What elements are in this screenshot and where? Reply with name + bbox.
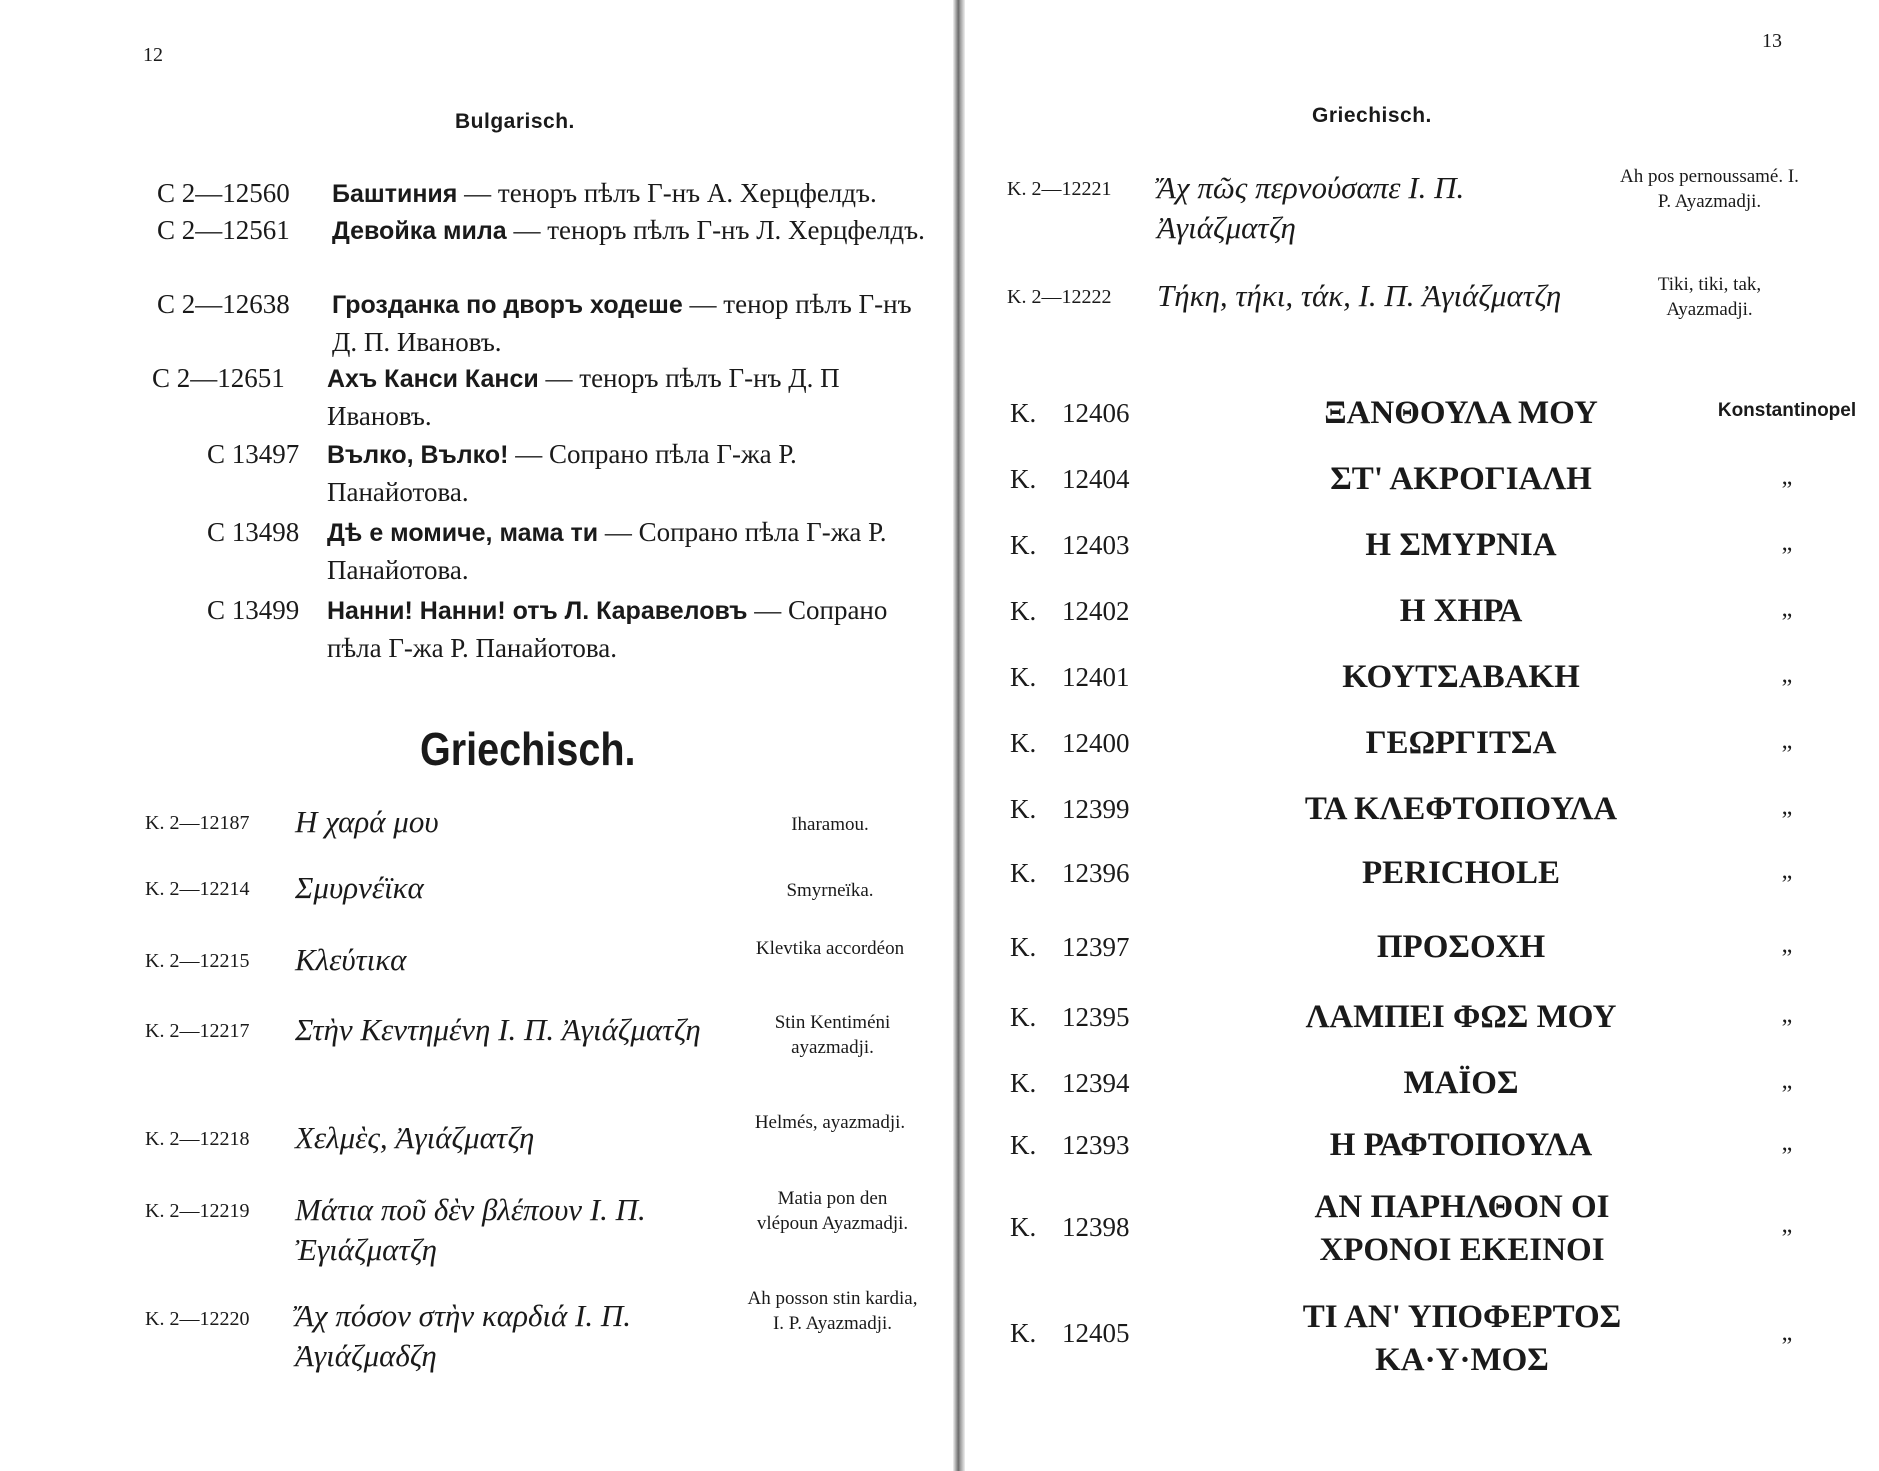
catalog-number: 12398 — [1062, 1212, 1130, 1242]
transliteration: Tiki, tiki, tak, Ayazmadji. — [1657, 274, 1762, 320]
catalog-number: C 13498 — [207, 517, 300, 547]
page-number: 13 — [1762, 30, 1782, 52]
list-item — [1007, 164, 1867, 244]
list-item — [962, 1062, 1879, 1107]
song-title: Η ΣΜΥΡΝΙΑ — [1365, 527, 1557, 563]
list-item — [145, 936, 935, 996]
list-item — [207, 592, 937, 668]
song-title: ΑΝ ΠΑΡΗΛΘΟΝ ΟΙ ΧΡΟΝΟΙ ΕΚΕΙΝΟΙ — [1314, 1189, 1610, 1268]
catalog-number: C 2—12651 — [152, 363, 285, 393]
list-item — [157, 286, 937, 360]
song-title: ΠΡΟΣΟΧΗ — [1376, 929, 1546, 965]
catalog-number: 12395 — [1062, 1002, 1130, 1032]
performer-text: — тенор пѣлъ Г-нъ Д. П. Ивановъ. — [332, 289, 912, 357]
catalog-number: C 13497 — [207, 439, 300, 469]
list-item — [962, 722, 1879, 767]
list-item — [145, 1010, 935, 1090]
catalog-number: 12400 — [1062, 728, 1130, 758]
transliteration: Ah pos pernoussamé. I. P. Ayazmadji. — [1620, 166, 1799, 212]
right-page — [962, 0, 1879, 1471]
ditto-mark: „ — [1781, 858, 1793, 884]
song-title: Η ΡΑΦΤΟΠΟΥΛΑ — [1329, 1127, 1593, 1163]
greek-heading: Griechisch. — [420, 723, 636, 775]
song-title: ΜΑΪΟΣ — [1403, 1065, 1519, 1101]
list-item — [962, 788, 1879, 833]
catalog-number: K. 2—12187 — [145, 812, 250, 834]
catalog-number: K. 2—12220 — [145, 1308, 250, 1330]
section-heading: Griechisch. — [1312, 104, 1432, 127]
catalog-prefix: K. — [1010, 858, 1037, 888]
catalog-prefix: K. — [1010, 662, 1037, 692]
song-title: ΞΑΝΘΟΥΛΑ ΜΟΥ — [1324, 395, 1598, 431]
list-item — [207, 436, 937, 512]
transliteration: Klevtika accordéon — [755, 938, 905, 959]
catalog-number: 12394 — [1062, 1068, 1130, 1098]
ditto-mark: „ — [1781, 794, 1793, 820]
song-title: ΓΕΩΡΓΙΤΣΑ — [1365, 725, 1557, 761]
catalog-number: K. 2—12214 — [145, 878, 250, 900]
list-item — [962, 852, 1879, 897]
catalog-prefix: K. — [1010, 596, 1037, 626]
transliteration: Iharamou. — [791, 814, 869, 835]
song-title: Ἄχ πῶς περνούσαπε Ι. Π. Ἀγιάζματζη — [1157, 170, 1465, 245]
song-title: Τήκη, τήκι, τάκ, Ι. Π. Ἀγιάζματζη — [1157, 278, 1562, 313]
catalog-prefix: K. — [1010, 1212, 1037, 1242]
catalog-number: 12402 — [1062, 596, 1130, 626]
list-item — [962, 1186, 1879, 1276]
catalog-prefix: K. — [1010, 932, 1037, 962]
ditto-mark: „ — [1781, 596, 1793, 622]
list-item — [145, 1110, 935, 1170]
page-number: 12 — [143, 44, 163, 66]
list-item — [145, 1186, 935, 1271]
song-title: Η χαρά μου — [295, 804, 439, 839]
song-title: PERICHOLE — [1361, 855, 1561, 891]
song-title: Χελμὲς, Ἀγιάζματζη — [295, 1120, 535, 1155]
song-title: Дѣ е момиче, мама ти — [327, 519, 599, 547]
ditto-mark: „ — [1781, 1068, 1793, 1094]
song-title: ΤΙ ΑΝ' ΥΠΟΦΕΡΤΟΣ ΚΑ·Υ·ΜΟΣ — [1302, 1299, 1622, 1378]
transliteration: Stin Kentiméni ayazmadji. — [774, 1012, 891, 1058]
song-title: ΤΑ ΚΛΕΦΤΟΠΟΥΛΑ — [1304, 791, 1618, 827]
catalog-number: K. 2—12222 — [1007, 286, 1112, 308]
list-item — [962, 926, 1879, 971]
transliteration: Ah posson stin kardia, I. P. Ayazmadji. — [747, 1288, 918, 1334]
catalog-prefix: K. — [1010, 1130, 1037, 1160]
catalog-number: 12404 — [1062, 464, 1130, 494]
catalog-prefix: K. — [1010, 530, 1037, 560]
ditto-mark: „ — [1781, 1002, 1793, 1028]
catalog-prefix: K. — [1010, 794, 1037, 824]
catalog-prefix: K. — [1010, 1318, 1037, 1348]
list-item — [962, 590, 1879, 635]
performer-text: — теноръ пѣлъ Г-нъ Л. Херцфелдъ. — [506, 215, 925, 245]
catalog-prefix: K. — [1010, 398, 1037, 428]
list-item — [152, 360, 932, 434]
list-item — [962, 1124, 1879, 1169]
ditto-mark: „ — [1781, 530, 1793, 556]
catalog-number: K. 2—12219 — [145, 1200, 250, 1222]
song-title: ΛΑΜΠΕΙ ΦΩΣ ΜΟΥ — [1305, 999, 1617, 1035]
catalog-number: C 2—12638 — [157, 289, 290, 319]
catalog-prefix: K. — [1010, 1068, 1037, 1098]
list-item — [962, 458, 1879, 503]
catalog-number: K. 2—12215 — [145, 950, 250, 972]
catalog-number: 12397 — [1062, 932, 1130, 962]
ditto-mark: „ — [1781, 662, 1793, 688]
song-title: Вълко, Вълко! — [327, 441, 509, 469]
song-title: ΚΟΥΤΣΑΒΑΚΗ — [1342, 659, 1580, 695]
catalog-number: 12406 — [1062, 398, 1130, 428]
origin-note: Konstantinopel — [1717, 400, 1857, 421]
song-title: Μάτια ποῦ δὲν βλέπουν Ι. Π. Ἐγιάζματζη — [295, 1192, 646, 1267]
performer-text: — теноръ пѣлъ Г-нъ А. Херцфелдъ. — [457, 178, 877, 208]
list-item — [145, 866, 935, 916]
catalog-number: C 2—12560 — [157, 178, 290, 208]
list-item — [157, 212, 937, 286]
song-title: Ἄχ πόσον στὴν καρδιά Ι. Π. Ἀγιάζμαδζη — [295, 1298, 631, 1373]
catalog-number: 12399 — [1062, 794, 1130, 824]
catalog-prefix: K. — [1010, 464, 1037, 494]
song-title: ΣΤ' ΑΚΡΟΓΙΑΛΗ — [1330, 461, 1592, 497]
catalog-number: K. 2—12218 — [145, 1128, 250, 1150]
song-title: Ахъ Канси Канси — [327, 365, 539, 393]
catalog-number: 12403 — [1062, 530, 1130, 560]
list-item — [1007, 272, 1867, 352]
list-item — [157, 175, 937, 212]
performer-text: — Сопрано пѣла Г-жа Р. Панайотова. — [327, 595, 888, 663]
list-item — [145, 1286, 935, 1376]
ditto-mark: „ — [1781, 1320, 1793, 1346]
song-title: Баштиния — [332, 180, 458, 208]
song-title: Στὴν Κεντημένη Ι. Π. Ἀγιάζματζη — [295, 1012, 701, 1047]
list-item — [962, 392, 1879, 437]
song-title: Гроздaнка по дворъ ходеше — [332, 291, 683, 319]
ditto-mark: „ — [1781, 728, 1793, 754]
list-item — [962, 524, 1879, 569]
performer-text: — Сопрано пѣла Г-жа Р. Панайотова. — [327, 517, 887, 585]
list-item — [962, 996, 1879, 1041]
catalog-number: K. 2—12221 — [1007, 178, 1112, 200]
catalog-number: C 2—12561 — [157, 215, 290, 245]
ditto-mark: „ — [1781, 1130, 1793, 1156]
performer-text: — теноръ пѣлъ Г-нъ Д. П Ивановъ. — [327, 363, 840, 431]
catalog-number: 12396 — [1062, 858, 1130, 888]
catalog-number: 12405 — [1062, 1318, 1130, 1348]
ditto-mark: „ — [1781, 464, 1793, 490]
catalog-number: K. 2—12217 — [145, 1020, 250, 1042]
list-item — [962, 1296, 1879, 1386]
list-item — [962, 656, 1879, 701]
ditto-mark: „ — [1781, 1212, 1793, 1238]
list-item — [207, 514, 937, 590]
song-title: Девойка мила — [332, 217, 507, 245]
ditto-mark: „ — [1781, 932, 1793, 958]
song-title: Нанни! Нанни! отъ Л. Каравеловъ — [327, 597, 748, 625]
song-title: Η ΧΗΡΑ — [1399, 593, 1523, 629]
catalog-prefix: K. — [1010, 1002, 1037, 1032]
catalog-prefix: K. — [1010, 728, 1037, 758]
section-heading: Bulgarisch. — [455, 110, 575, 133]
transliteration: Helmés, ayazmadji. — [754, 1112, 906, 1133]
transliteration: Matia pon den vlépoun Ayazmadji. — [756, 1188, 909, 1234]
catalog-number: 12393 — [1062, 1130, 1130, 1160]
list-item — [145, 800, 935, 850]
song-title: Κλεύτικα — [295, 942, 407, 977]
song-title: Σμυρνέϊκα — [295, 870, 424, 905]
catalog-number: C 13499 — [207, 595, 300, 625]
performer-text: — Сопрано пѣла Г-жа Р. Панайотова. — [327, 439, 797, 507]
transliteration: Smyrneïka. — [786, 880, 874, 901]
catalog-number: 12401 — [1062, 662, 1130, 692]
